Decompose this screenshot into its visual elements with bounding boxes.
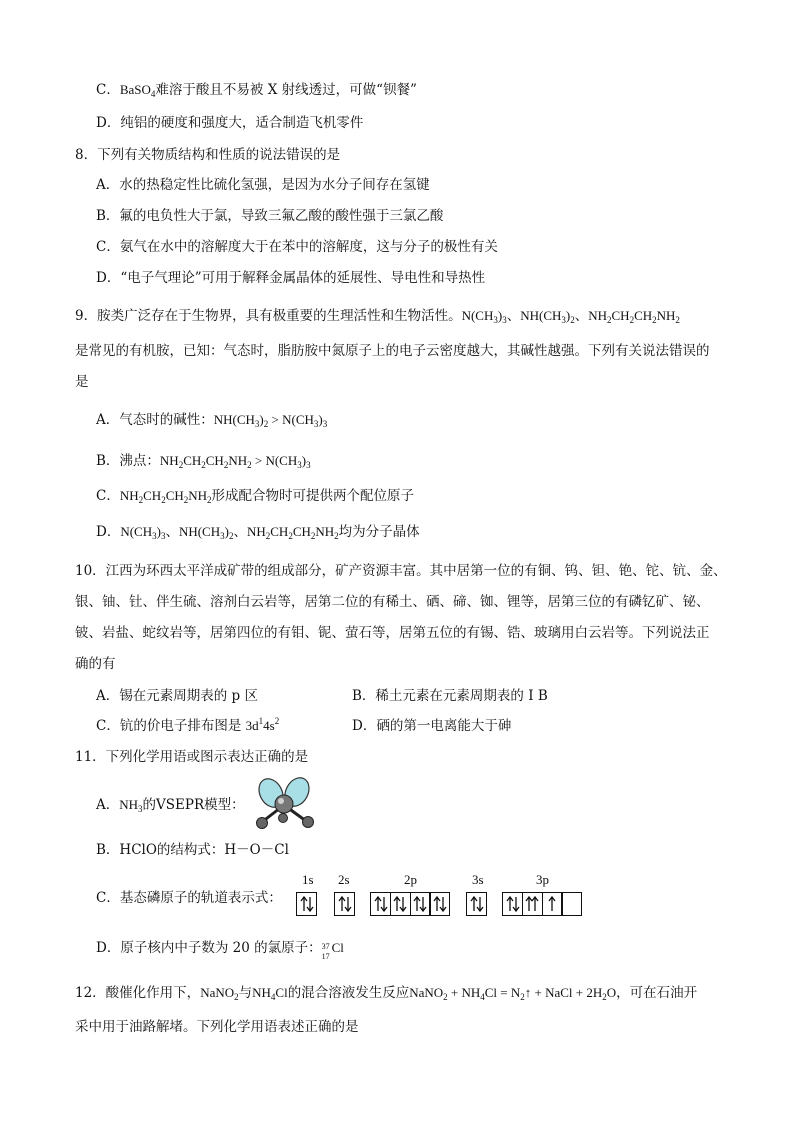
q12-stem-line1: 12．酸催化作用下，NaNO$_2$与$NH_4Cl$的混合溶液发生反应NaNO$_2$ + $NH_4Cl$ = $N_2↑$ + NaCl + $2H_2O$，可在石油开 bbox=[75, 985, 698, 1002]
q10-stem-line4: 确的有 bbox=[75, 656, 116, 672]
q11-option-a: A．$NH_3$的VSEPR模型： bbox=[96, 797, 245, 814]
q11-option-c: C．基态磷原子的轨道表示式： bbox=[96, 890, 282, 906]
orbital-box bbox=[334, 892, 355, 916]
orbital-box bbox=[370, 892, 391, 916]
orbital-box bbox=[542, 892, 563, 916]
vsepr-model-image bbox=[250, 773, 326, 833]
orbital-box bbox=[466, 892, 487, 916]
up-down-arrow-icon bbox=[392, 895, 408, 913]
up-down-arrow-icon bbox=[337, 895, 353, 913]
up-down-arrow-icon bbox=[469, 895, 485, 913]
orbital-box bbox=[429, 892, 450, 916]
q11-option-d: D．原子核内中子数为 20 的氯原子： 37 17 Cl bbox=[96, 940, 344, 961]
orbital-box bbox=[561, 892, 582, 916]
q12-stem-line2: 采中用于油路解堵。下列化学用语表述正确的是 bbox=[75, 1019, 359, 1035]
q11-stem: 11．下列化学用语或图示表达正确的是 bbox=[75, 749, 309, 765]
chlorine-isotope-notation: 37 17 bbox=[321, 942, 330, 961]
orbital-label-2s: 2s bbox=[338, 872, 350, 887]
orbital-label-3p: 3p bbox=[536, 872, 549, 887]
orbital-label-2p: 2p bbox=[404, 872, 417, 887]
up-down-arrow-icon bbox=[412, 895, 428, 913]
q10-option-d: D．硒的第一电离能大于砷 bbox=[352, 718, 512, 734]
q9-option-d: D．$N(CH_3)_3$、$NH(CH_3)_2$、$NH_2CH_2CH_2NH_2$均为分子晶体 bbox=[96, 524, 420, 541]
q10-option-b: B．稀土元素在元素周期表的 I B bbox=[352, 688, 548, 704]
up-down-arrow-icon bbox=[299, 895, 315, 913]
orbital-3p bbox=[502, 892, 582, 916]
q9-option-b: B．沸点：$NH_2CH_2CH_2NH_2 > N(CH_3)_3$ bbox=[96, 453, 311, 470]
q10-stem-line1: 10．江西为环西太平洋成矿带的组成部分，矿产资源丰富。其中居第一位的有铜、钨、钽、铯、铊、钪、金、 bbox=[75, 563, 727, 579]
orbital-box bbox=[390, 892, 411, 916]
up-down-arrow-icon bbox=[505, 895, 521, 913]
q8-option-a: A．水的热稳定性比硫化氢强，是因为水分子间存在氢键 bbox=[96, 177, 430, 193]
up-arrow-icon bbox=[544, 895, 560, 913]
q8-stem: 8．下列有关物质结构和性质的说法错误的是 bbox=[75, 147, 341, 163]
q7-option-d: D．纯铝的硬度和强度大，适合制造飞机零件 bbox=[96, 115, 364, 131]
orbital-box bbox=[522, 892, 543, 916]
q8-option-d: D．“电子气理论”可用于解释金属晶体的延展性、导电性和导热性 bbox=[96, 270, 486, 286]
q9-stem-line3: 是 bbox=[75, 374, 89, 390]
orbital-label-1s: 1s bbox=[302, 872, 314, 887]
q10-stem-line3: 铍、岩盐、蛇纹岩等，居第四位的有钼、铌、萤石等，居第五位的有锡、锆、玻璃用白云岩等。下列说法正 bbox=[75, 625, 710, 641]
q9-stem-line2: 是常见的有机胺，已知：气态时，脂肪胺中氮原子上的电子云密度越大，其碱性越强。下列有关说法错误的 bbox=[75, 343, 710, 359]
orbital-label-3s: 3s bbox=[472, 872, 484, 887]
q9-option-a: A．气态时的碱性：$NH(CH_3)_2 > N(CH_3)_3$ bbox=[96, 412, 328, 429]
orbital-box bbox=[410, 892, 431, 916]
q10-stem-line2: 银、铀、钍、伴生硫、溶剂白云岩等，居第二位的有稀土、硒、碲、铷、锂等，居第三位的有磷钇矿、铋、 bbox=[75, 594, 710, 610]
q11-option-b: B．HClO的结构式：H－O－Cl bbox=[96, 842, 289, 858]
q10-option-a: A．锡在元素周期表的 p 区 bbox=[96, 688, 258, 704]
q9-option-c: C．$NH_2CH_2CH_2NH_2$形成配合物时可提供两个配位原子 bbox=[96, 488, 415, 505]
orbital-2s bbox=[334, 892, 355, 916]
q8-option-c: C．氨气在水中的溶解度大于在苯中的溶解度，这与分子的极性有关 bbox=[96, 239, 498, 255]
up-down-arrow-icon bbox=[373, 895, 389, 913]
orbital-1s bbox=[296, 892, 317, 916]
q8-option-b: B．氟的电负性大于氯，导致三氟乙酸的酸性强于三氯乙酸 bbox=[96, 208, 444, 224]
up-down-arrow-icon bbox=[432, 895, 448, 913]
up-up-arrow-icon bbox=[524, 895, 540, 913]
q10-option-c: C．钪的价电子排布图是 $3d^14s^2$ bbox=[96, 716, 280, 734]
orbital-box bbox=[502, 892, 523, 916]
orbital-3s bbox=[466, 892, 487, 916]
q9-stem-line1: 9．胺类广泛存在于生物界，具有极重要的生理活性和生物活性。$N(CH_3)_3$、$NH(CH_3)_2$、$NH_2CH_2CH_2NH_2$ bbox=[75, 308, 680, 325]
orbital-box bbox=[296, 892, 317, 916]
q7-option-c: C．BaSO$_4$难溶于酸且不易被 X 射线透过，可做“钡餐” bbox=[96, 82, 417, 99]
orbital-2p bbox=[370, 892, 450, 916]
